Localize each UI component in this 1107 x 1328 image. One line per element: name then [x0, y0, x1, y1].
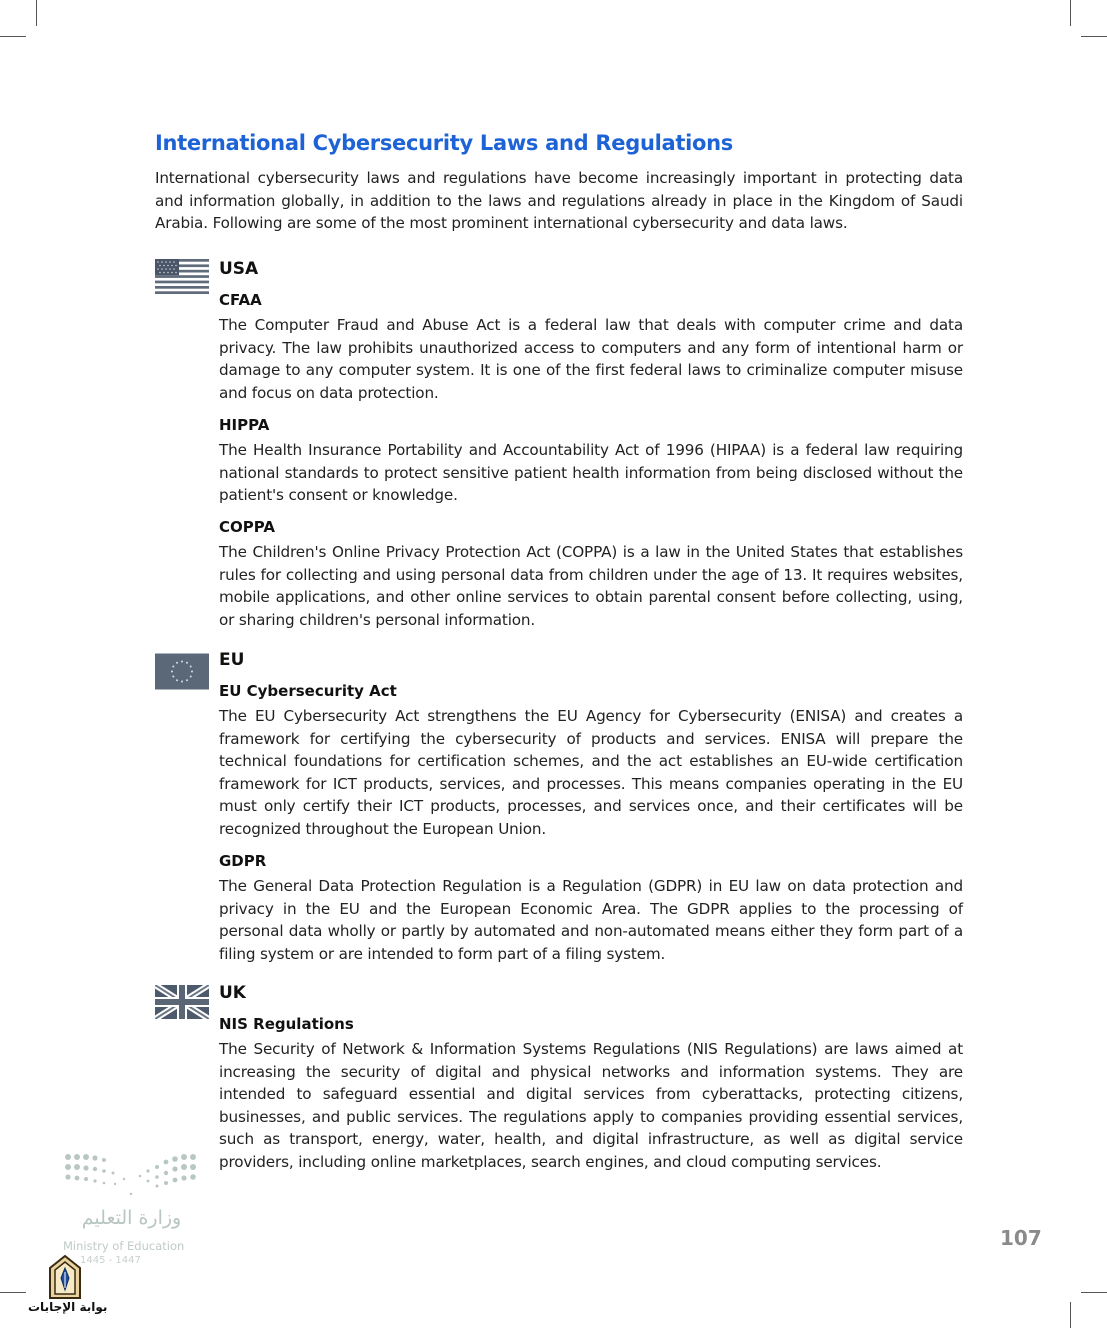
law-gdpr: [219, 851, 963, 965]
page-title: International Cybersecurity Laws and Regulations: [155, 131, 733, 155]
law-description: The Health Insurance Portability and Accountability Act of 1996 (HIPAA) is a federal law requiring national standards to protect sensitive patient health information from being disclosed without the patient's consent or knowledge.: [219, 441, 963, 505]
law-description: The Computer Fraud and Abuse Act is a federal law that deals with computer crime and data privacy. The law prohibits unauthorized access to computers and any form of intentional harm or damage to any computer system. It is one of the first federal laws to criminalize computer misuse and focus on data protection.: [219, 316, 963, 402]
law-cfaa: [219, 290, 963, 404]
law-description: The General Data Protection Regulation is a Regulation (GDPR) in EU law on data protection and privacy in the EU and the European Economic Area. The GDPR applies to the processing of personal data wholly or partly by automated and non-automated means either they form part of a filing system or are intended to form part of a filing system.: [219, 877, 963, 963]
law-description: The Children's Online Privacy Protection Act (COPPA) is a law in the United States that establishes rules for collecting and using personal data from children under the age of 13. It requires websites, mobile applications, and other online services to obtain parental consent before collecting, using, or sharing children's personal information.: [219, 543, 963, 629]
crop-mark: [36, 0, 37, 26]
ministry-years: 1445 - 1447: [80, 1255, 141, 1266]
crop-mark: [1070, 1302, 1071, 1328]
portal-logo-icon: [44, 1254, 86, 1302]
page-number: 107: [1000, 1226, 1042, 1250]
law-description: The Security of Network & Information Systems Regulations (NIS Regulations) are laws aimed at increasing the security of digital and physical networks and information systems. They are intended to safeguard essential and digital services from cyberattacks, protecting citizens, businesses, and public services. The regulations apply to companies providing essential services, such as transport, energy, water, health, and digital infrastructure, as well as digital service providers, including online marketplaces, search engines, and cloud computing services.: [219, 1040, 963, 1171]
law-coppa: [219, 517, 963, 631]
crop-mark: [1081, 36, 1107, 37]
law-title: HIPPA: [219, 416, 270, 434]
law-hippa: [219, 415, 963, 507]
law-title: GDPR: [219, 852, 267, 870]
crop-mark: [0, 1292, 26, 1293]
crop-mark: [1070, 0, 1071, 26]
uk-flag-icon: [155, 985, 209, 1019]
law-title: COPPA: [219, 518, 275, 536]
ministry-arabic-name: وزارة التعليم: [81, 1207, 182, 1229]
law-nis-regulations: [219, 1014, 963, 1174]
law-title: EU Cybersecurity Act: [219, 682, 397, 700]
region-title-eu: EU: [219, 650, 245, 670]
crop-mark: [1081, 1292, 1107, 1293]
eu-flag-icon: [155, 653, 209, 690]
ministry-english-name: Ministry of Education: [63, 1239, 185, 1253]
law-title: NIS Regulations: [219, 1015, 354, 1033]
law-eu-cybersecurity-act: [219, 681, 963, 841]
intro-paragraph: International cybersecurity laws and regulations have become increasingly important in protecting data and information globally, in addition to the laws and regulations already in place in the Kingdom of Saudi Arabia. Following are some of the most prominent international cybersecurity and data laws.: [155, 169, 963, 233]
usa-flag-icon: [155, 259, 209, 294]
portal-name: بوابة الإجابات: [28, 1300, 108, 1314]
crop-mark: [0, 36, 26, 37]
region-title-uk: UK: [219, 983, 246, 1003]
law-title: CFAA: [219, 291, 262, 309]
ministry-logo-icon: [60, 1150, 205, 1200]
law-description: The EU Cybersecurity Act strengthens the EU Agency for Cybersecurity (ENISA) and creates a framework for certifying the cybersecurity of products and services. ENISA will prepare the technical foundations for certification schemes, and the act establishes an EU-wide certification framework for ICT products, services, and processes. This means companies operating in the EU must only certify their ICT products, processes, and services once, and their certificates will be recognized throughout the European Union.: [219, 707, 963, 838]
region-title-usa: USA: [219, 259, 259, 279]
